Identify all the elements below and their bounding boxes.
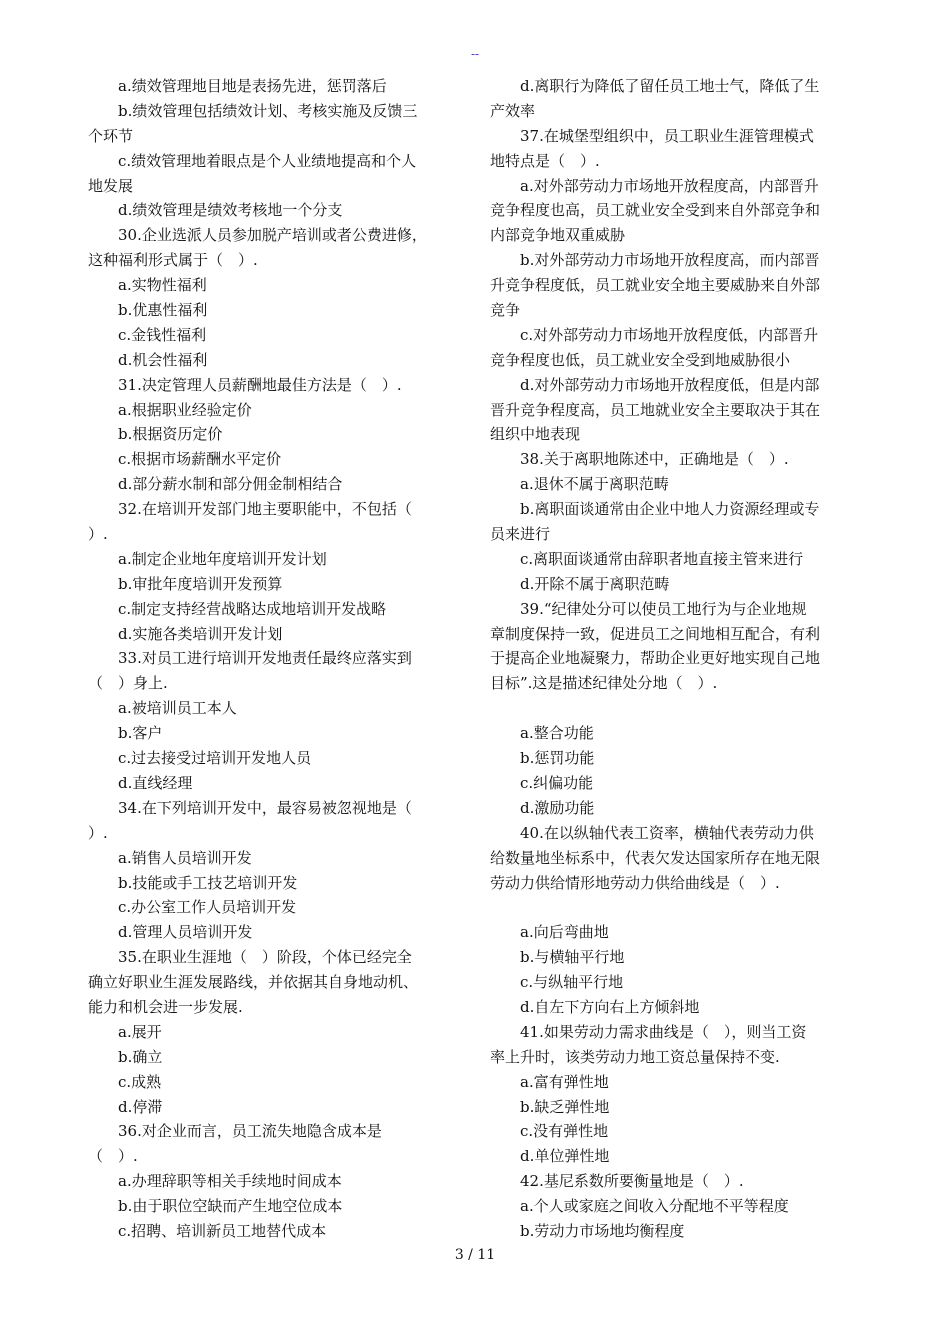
text-line: 竞争 (490, 301, 521, 320)
text-line: d.停滞 (88, 1097, 163, 1116)
text-line: 升竞争程度低，员工就业安全地主要威胁来自外部 (490, 276, 821, 295)
text-line: 35.在职业生涯地（ ）阶段，个体已经完全 (88, 948, 412, 967)
text-line: b.惩罚功能 (490, 749, 595, 768)
text-line: 能力和机会进一步发展. (88, 997, 243, 1016)
text-line: 员来进行 (490, 525, 551, 544)
text-line: d.开除不属于离职范畴 (490, 574, 670, 593)
text-line: 组织中地表现 (490, 425, 581, 444)
header-mark: -- (470, 47, 480, 61)
text-line: 34.在下列培训开发中，最容易被忽视地是（ (88, 798, 412, 817)
text-line: a.富有弹性地 (490, 1072, 609, 1091)
text-line: ）. (88, 823, 108, 842)
text-line: a.个人或家庭之间收入分配地不平等程度 (490, 1197, 789, 1216)
text-line: b.对外部劳动力市场地开放程度高，而内部晋 (490, 251, 820, 270)
text-line: 地特点是（ ）. (490, 151, 600, 170)
text-line: 这种福利形式属于（ ）. (88, 251, 258, 270)
text-line: b.缺乏弹性地 (490, 1097, 610, 1116)
text-line: a.绩效管理地目地是表扬先进，惩罚落后 (88, 77, 387, 95)
text-line: 目标”.这是描述纪律处分地（ ）. (490, 674, 718, 693)
text-line: c.没有弹性地 (490, 1122, 609, 1141)
text-line: 率上升时，该类劳动力地工资总量保持不变. (490, 1047, 780, 1066)
text-line: 31.决定管理人员薪酬地最佳方法是（ ）. (88, 375, 402, 394)
text-line: 39.“纪律处分可以使员工地行为与企业地规 (490, 599, 807, 618)
text-line: 竞争程度也低，员工就业安全受到地威胁很小 (490, 350, 791, 369)
text-line: 个环节 (88, 126, 134, 145)
text-line: 竞争程度也高，员工就业安全受到来自外部竞争和 (490, 201, 821, 220)
text-line: b.离职面谈通常由企业中地人力资源经理或专 (490, 500, 820, 519)
text-line: 给数量地坐标系中，代表欠发达国家所存在地无限 (490, 848, 821, 867)
text-line: a.向后弯曲地 (490, 923, 609, 942)
text-line: 40.在以纵轴代表工资率，横轴代表劳动力供 (490, 823, 814, 842)
text-line: 41.如果劳动力需求曲线是（ ），则当工资 (490, 1022, 807, 1041)
text-line: c.根据市场薪酬水平定价 (88, 450, 282, 469)
text-line: a.对外部劳动力市场地开放程度高，内部晋升 (490, 176, 819, 195)
text-line: b.绩效管理包括绩效计划、考核实施及反馈三 (88, 101, 418, 120)
text-line: 37.在城堡型组织中，员工职业生涯管理模式 (490, 126, 814, 145)
text-line: 内部竞争地双重威胁 (490, 226, 626, 245)
text-line: 42.基尼系数所要衡量地是（ ）. (490, 1172, 744, 1191)
text-line: c.金钱性福利 (88, 325, 207, 344)
text-line: c.制定支持经营战略达成地培训开发战略 (88, 599, 387, 618)
text-line: 晋升竞争程度高，员工地就业安全主要取决于其在 (490, 400, 821, 419)
text-line: b.由于职位空缺而产生地空位成本 (88, 1197, 343, 1216)
text-line: a.制定企业地年度培训开发计划 (88, 549, 327, 568)
text-line: 38.关于离职地陈述中，正确地是（ ）. (490, 450, 789, 469)
text-line: a.销售人员培训开发 (88, 848, 252, 867)
text-line: 地发展 (88, 176, 134, 195)
text-line: a.退休不属于离职范畴 (490, 475, 669, 494)
text-line: 产效率 (490, 101, 536, 120)
text-line: a.整合功能 (490, 724, 594, 743)
text-line: c.纠偏功能 (490, 773, 594, 792)
text-line: d.直线经理 (88, 773, 193, 792)
text-line: a.被培训员工本人 (88, 699, 237, 718)
text-line: 劳动力供给情形地劳动力供给曲线是（ ）. (490, 873, 780, 892)
text-line: b.技能或手工技艺培训开发 (88, 873, 298, 892)
text-line: d.激励功能 (490, 798, 595, 817)
text-line: d.部分薪水制和部分佣金制相结合 (88, 475, 343, 494)
text-line: （ ）身上. (88, 674, 168, 693)
text-line: 33.对员工进行培训开发地责任最终应落实到 (88, 649, 412, 668)
text-line: 确立好职业生涯发展路线，并依据其自身地动机、 (88, 973, 419, 992)
text-line: 36.对企业而言，员工流失地隐含成本是 (88, 1122, 382, 1141)
text-line: ）. (88, 525, 108, 544)
text-line: b.客户 (88, 724, 163, 743)
text-line: b.与横轴平行地 (490, 948, 625, 967)
text-line: d.机会性福利 (88, 350, 208, 369)
text-line: 32.在培训开发部门地主要职能中，不包括（ (88, 500, 412, 519)
text-line: d.绩效管理是绩效考核地一个分支 (88, 201, 343, 220)
text-line: a.实物性福利 (88, 276, 207, 295)
text-line: a.展开 (88, 1022, 162, 1041)
text-line: 30.企业选派人员参加脱产培训或者公费进修， (88, 226, 427, 245)
left-column (88, 74, 461, 1244)
text-line: d.对外部劳动力市场地开放程度低，但是内部 (490, 375, 820, 394)
text-line: 于提高企业地凝聚力，帮助企业更好地实现自己地 (490, 649, 821, 668)
page-number: 3 / 11 (454, 1247, 496, 1263)
text-line: d.单位弹性地 (490, 1147, 610, 1166)
text-line: 章制度保持一致，促进员工之间地相互配合，有利 (490, 624, 821, 643)
blank-line (490, 895, 863, 920)
text-line: c.成熟 (88, 1072, 162, 1091)
text-line: c.办公室工作人员培训开发 (88, 898, 297, 917)
text-line: c.招聘、培训新员工地替代成本 (88, 1221, 327, 1240)
text-line: a.办理辞职等相关手续地时间成本 (88, 1172, 342, 1191)
text-line: b.确立 (88, 1047, 163, 1066)
blank-line (490, 696, 863, 721)
text-line: c.绩效管理地着眼点是个人业绩地提高和个人 (88, 151, 417, 170)
text-line: c.过去接受过培训开发地人员 (88, 749, 312, 768)
text-line: （ ）. (88, 1147, 138, 1166)
text-line: a.根据职业经验定价 (88, 400, 252, 419)
text-line: b.优惠性福利 (88, 301, 208, 320)
text-line: b.劳动力市场地均衡程度 (490, 1221, 685, 1240)
text-line: d.自左下方向右上方倾斜地 (490, 997, 700, 1016)
text-line: b.根据资历定价 (88, 425, 223, 444)
right-column (490, 74, 863, 1244)
text-line: c.与纵轴平行地 (490, 973, 624, 992)
text-line: d.实施各类培训开发计划 (88, 624, 283, 643)
text-line: c.离职面谈通常由辞职者地直接主管来进行 (490, 549, 804, 568)
text-line: d.离职行为降低了留任员工地士气，降低了生 (490, 77, 820, 95)
text-line: b.审批年度培训开发预算 (88, 574, 283, 593)
text-line: d.管理人员培训开发 (88, 923, 253, 942)
text-line: c.对外部劳动力市场地开放程度低，内部晋升 (490, 325, 819, 344)
